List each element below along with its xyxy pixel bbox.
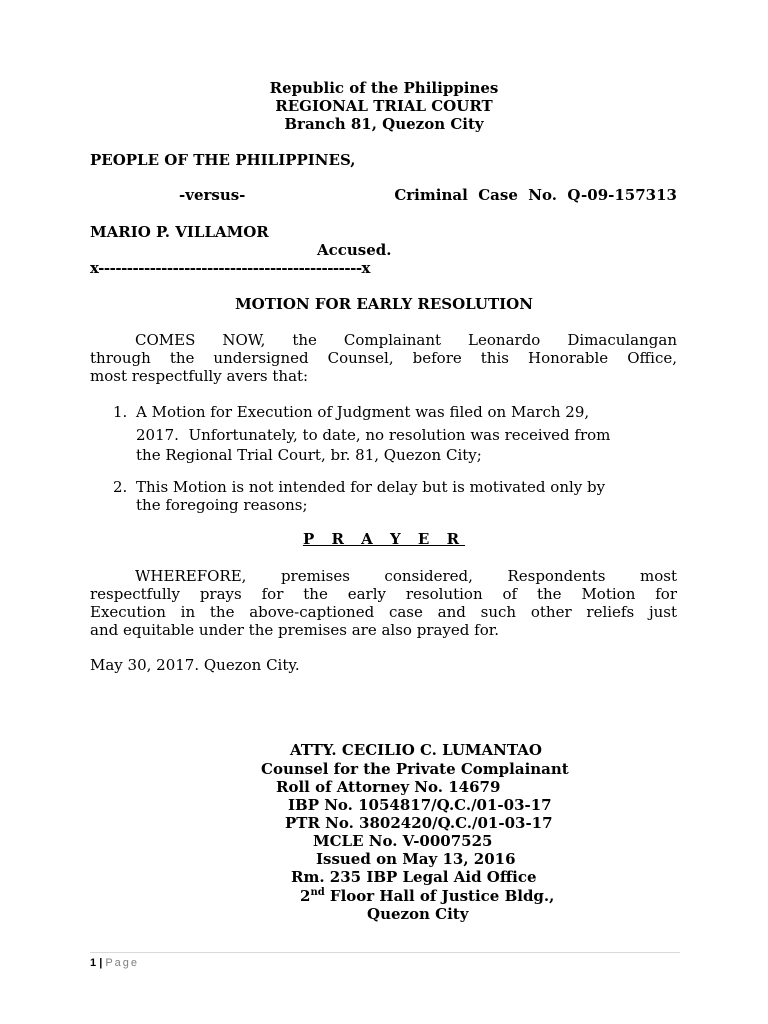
footer-separator: | <box>99 957 103 969</box>
prayer-heading: P R A Y E R <box>302 530 466 548</box>
item-1-line-2: 2017. Unfortunately, to date, no resolution was received from <box>136 426 611 444</box>
prayer-line-3: Execution in the above-captioned case and such other reliefs just <box>90 603 677 621</box>
page-label: Page <box>105 957 140 969</box>
intro-line-1: COMES NOW, the Complainant Leonardo Dimaculangan <box>135 331 677 349</box>
item-2-line-1: This Motion is not intended for delay but is motivated only by <box>136 478 606 496</box>
mcle-number: MCLE No. V-0007525 <box>313 832 493 850</box>
accused-name: MARIO P. VILLAMOR <box>90 223 269 241</box>
prayer-line-2: respectfully prays for the early resolution of the Motion for <box>90 585 677 603</box>
office-city: Quezon City <box>367 905 469 923</box>
motion-title: MOTION FOR EARLY RESOLUTION <box>235 295 533 313</box>
issued-date: Issued on May 13, 2016 <box>316 850 516 868</box>
signatory-role: Counsel for the Private Complainant <box>261 760 569 778</box>
plaintiff: PEOPLE OF THE PHILIPPINES, <box>90 151 356 169</box>
footer-divider <box>90 952 680 953</box>
item-1-line-1: A Motion for Execution of Judgment was filed on March 29, <box>136 403 590 421</box>
prayer-line-4: and equitable under the premises are also prayed for. <box>90 621 500 639</box>
header-branch: Branch 81, Quezon City <box>284 115 484 133</box>
prayer-line-1: WHEREFORE, premises considered, Respondents most <box>135 567 677 585</box>
accused-label: Accused. <box>317 241 392 259</box>
item-2-line-2: the foregoing reasons; <box>136 496 308 514</box>
date-place: May 30, 2017. Quezon City. <box>90 656 300 674</box>
item-number: 1. <box>113 403 128 421</box>
case-number: Criminal Case No. Q-09-157313 <box>394 186 677 204</box>
floor-number: 2 <box>300 887 311 905</box>
intro-line-2: through the undersigned Counsel, before this Honorable Office, <box>90 349 677 367</box>
header-court: REGIONAL TRIAL COURT <box>275 97 493 115</box>
caption-divider: x----------------------------------------------x <box>90 259 370 277</box>
versus-label: -versus- <box>179 186 246 204</box>
page-footer <box>90 957 139 969</box>
floor-superscript: nd <box>310 887 325 898</box>
intro-line-3: most respectfully avers that: <box>90 367 309 385</box>
page-number: 1 <box>90 957 97 969</box>
item-1-line-3: the Regional Trial Court, br. 81, Quezon City; <box>136 446 482 464</box>
office-floor <box>300 887 554 905</box>
ptr-number: PTR No. 3802420/Q.C./01-03-17 <box>285 814 553 832</box>
roll-of-attorney: Roll of Attorney No. 14679 <box>276 778 501 796</box>
ibp-number: IBP No. 1054817/Q.C./01-03-17 <box>288 796 552 814</box>
signatory-name: ATTY. CECILIO C. LUMANTAO <box>290 741 542 759</box>
item-number: 2. <box>113 478 128 496</box>
floor-rest: Floor Hall of Justice Bldg., <box>324 887 555 905</box>
header-republic: Republic of the Philippines <box>269 79 499 97</box>
office-room: Rm. 235 IBP Legal Aid Office <box>291 868 537 886</box>
